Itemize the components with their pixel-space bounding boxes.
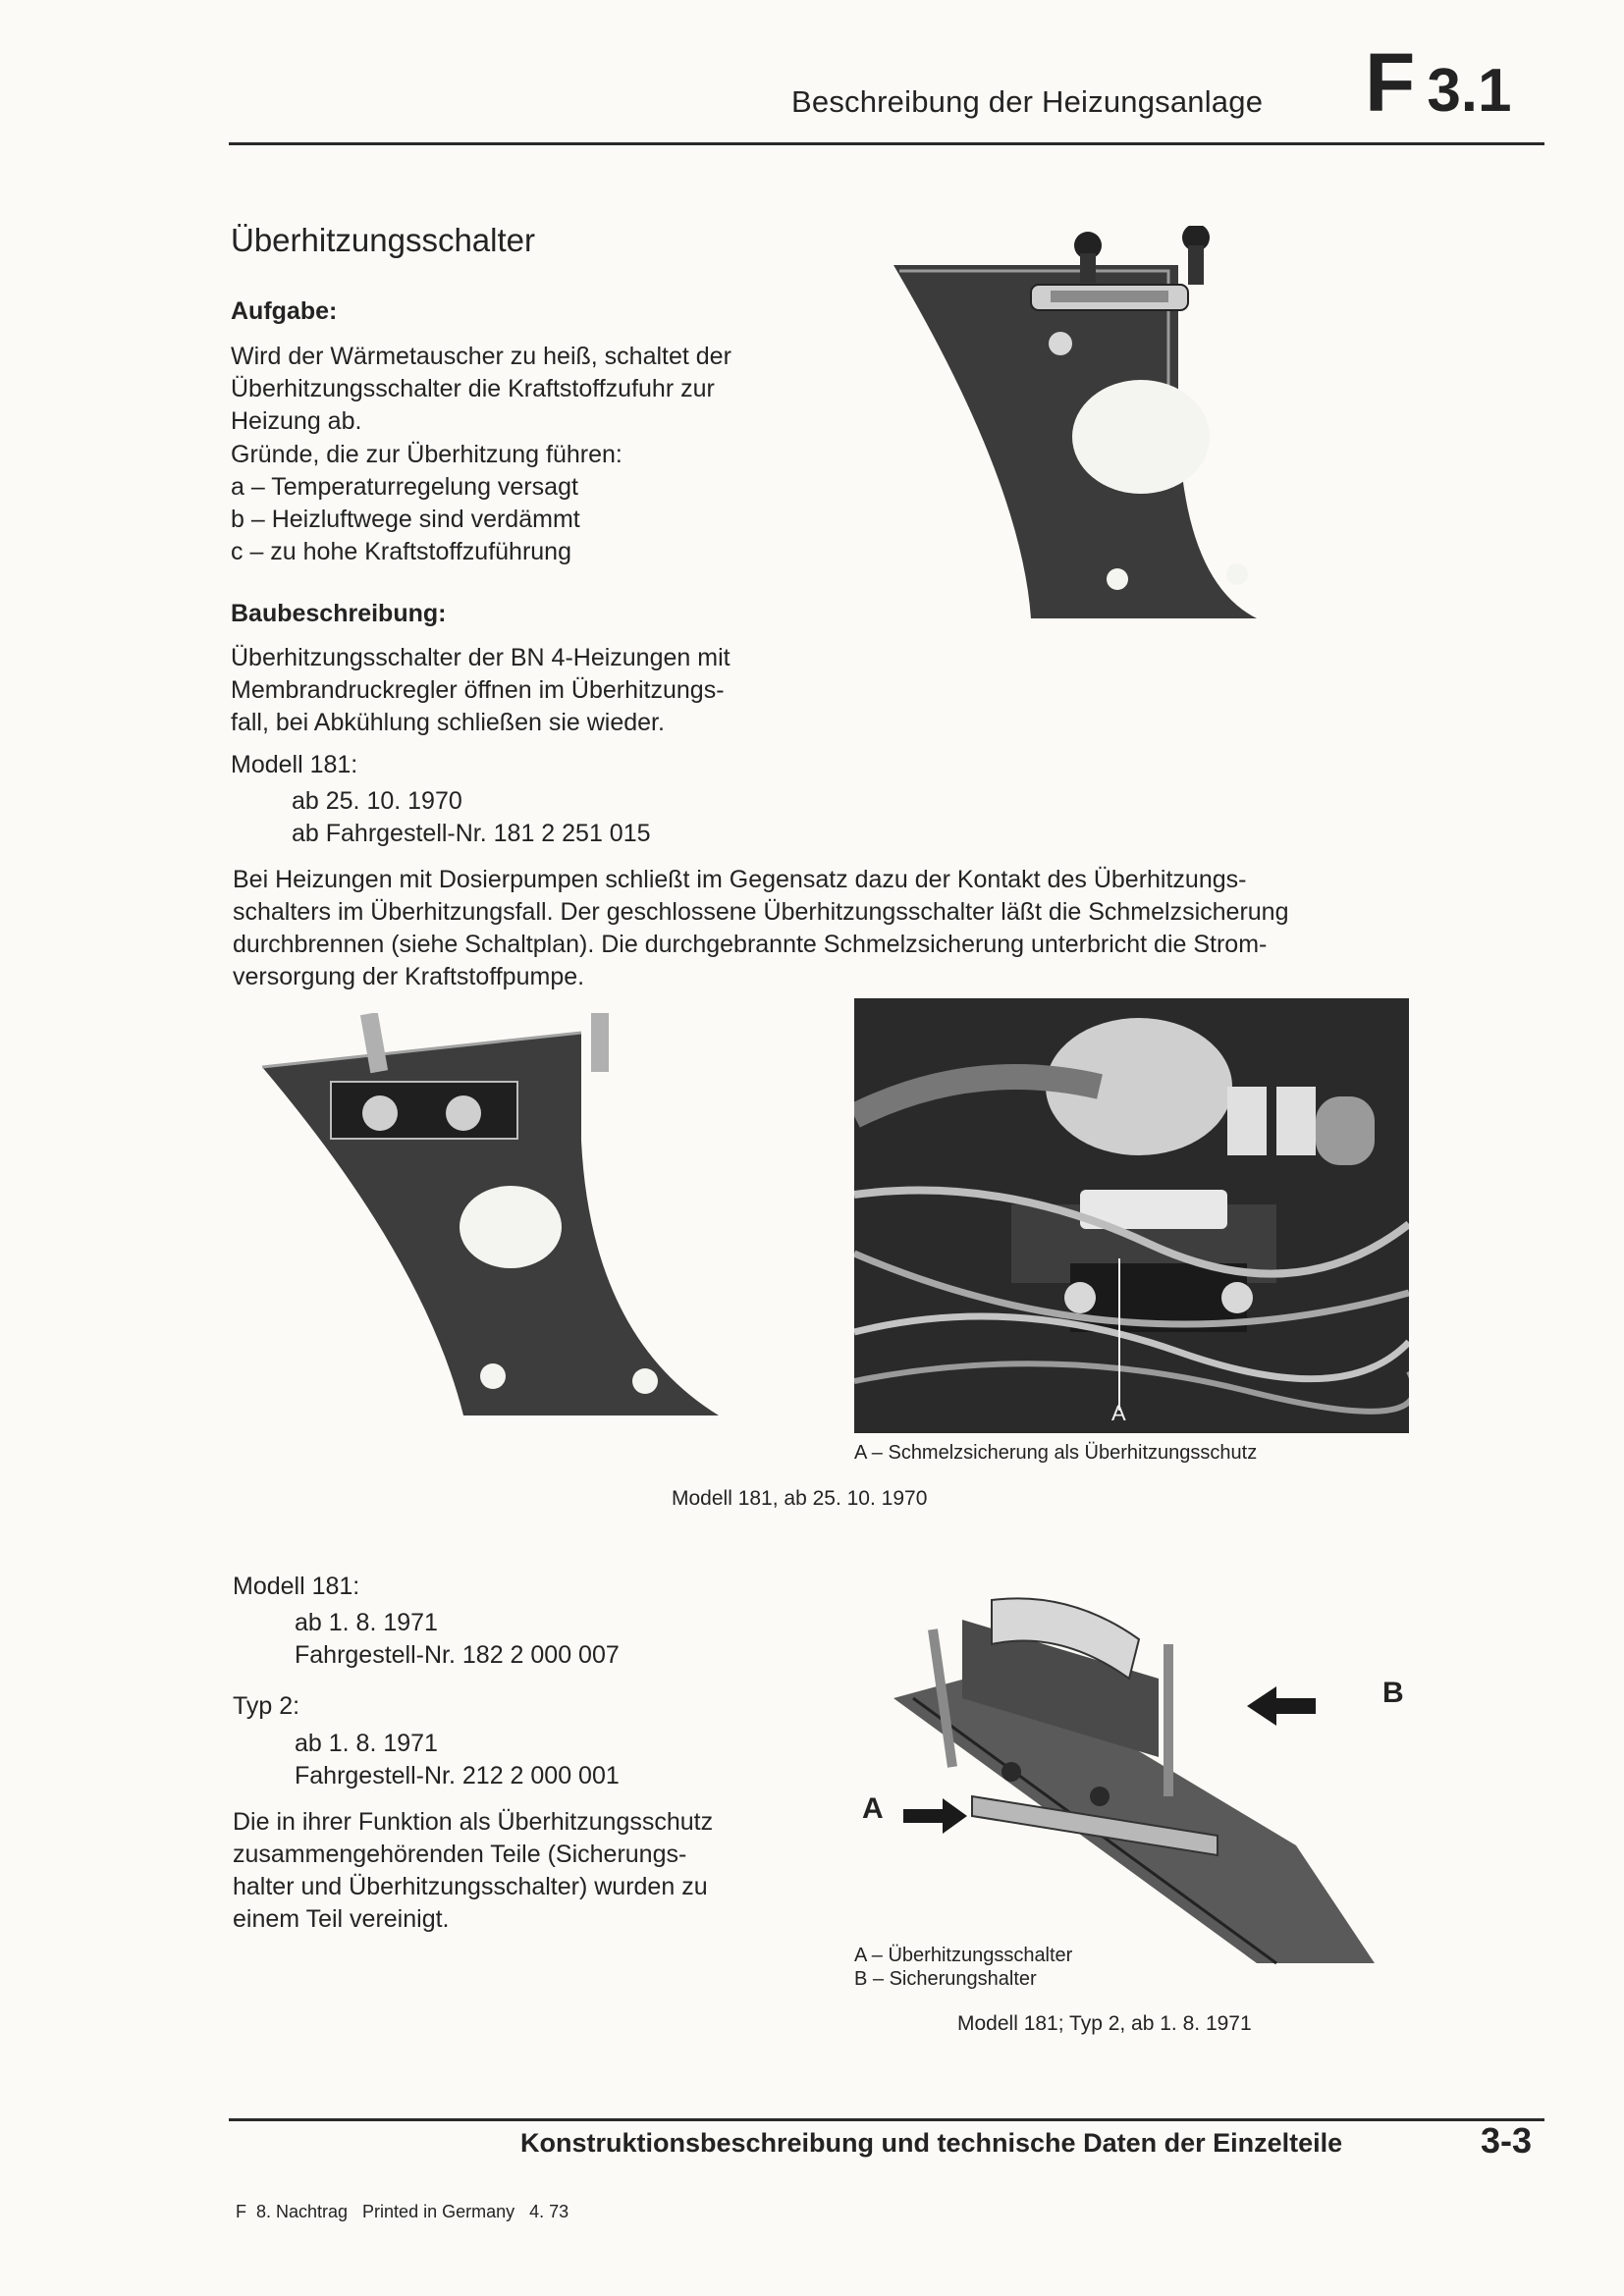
combined-parts-text: Die in ihrer Funktion als Überhitzungsschutz zusammengehörenden Teile (Sicherungs- halter und Überhitzungsschalter) wurden zu einem Teil vereinigt. (233, 1808, 714, 1933)
header-rule (229, 142, 1544, 145)
model-a-label: Modell 181: (231, 751, 358, 778)
page-number: 3-3 (1481, 2120, 1533, 2161)
model-a-chassis: ab Fahrgestell-Nr. 181 2 251 015 (292, 820, 651, 847)
type2-chassis: Fahrgestell-Nr. 212 2 000 001 (295, 1762, 620, 1789)
footer-rule (229, 2118, 1544, 2121)
section-heading: Überhitzungsschalter (231, 222, 535, 258)
photo-label-a: A (1111, 1401, 1126, 1425)
switch-old-figure (257, 1013, 729, 1425)
page-header-title: Beschreibung der Heizungsanlage (791, 84, 1264, 119)
switch-bracket-figure (884, 226, 1355, 628)
reason-item: a – Temperaturregelung versagt (231, 473, 578, 501)
type2-date: ab 1. 8. 1971 (295, 1730, 438, 1757)
section-number: 3.1 (1427, 57, 1512, 125)
photo-caption: A – Schmelzsicherung als Überhitzungsschutz (854, 1442, 1258, 1464)
fuse-photo (854, 998, 1409, 1433)
print-info: F 8. Nachtrag Printed in Germany 4. 73 (236, 2202, 569, 2221)
construction-text: Überhitzungsschalter der BN 4-Heizungen mit Membrandruckregler öffnen im Überhitzungs- fall, bei Abkühlung schließen sie wieder. (231, 644, 731, 736)
model-b-date: ab 1. 8. 1971 (295, 1609, 438, 1636)
figure-caption-bottom: Modell 181; Typ 2, ab 1. 8. 1971 (957, 2012, 1252, 2035)
figure-caption-middle: Modell 181, ab 25. 10. 1970 (672, 1487, 928, 1510)
model-b-label: Modell 181: (233, 1573, 360, 1600)
dosing-pump-text: Bei Heizungen mit Dosierpumpen schließt im Gegensatz dazu der Kontakt des Überhitzungs- schalters im Überhitzungsfall. Der geschlossene Überhitzungsschalter läßt die Schmelzsicherung durchbrennen (siehe Schaltplan). Die durchgebrannte Schmelzsicherung unterbricht die Strom- versorgung der Kraftstoffpumpe. (233, 866, 1289, 990)
reason-item: b – Heizluftwege sind verdämmt (231, 506, 580, 533)
combined-part-figure (844, 1551, 1414, 1983)
type2-label: Typ 2: (233, 1692, 300, 1720)
task-text: Wird der Wärmetauscher zu heiß, schaltet der Überhitzungsschalter die Kraftstoffzufuhr zur Heizung ab. (231, 343, 731, 435)
figure-label-a: A (862, 1792, 884, 1825)
section-code (1365, 36, 1512, 129)
figure-legend: A – Überhitzungsschalter B – Sicherungshalter (854, 1945, 1073, 1990)
figure-label-b: B (1382, 1677, 1404, 1709)
reasons-intro: Gründe, die zur Überhitzung führen: (231, 441, 623, 468)
construction-heading: Baubeschreibung: (231, 600, 447, 627)
fuse-photo-drawing (854, 998, 1409, 1433)
model-a-date: ab 25. 10. 1970 (292, 787, 462, 815)
model-b-chassis: Fahrgestell-Nr. 182 2 000 007 (295, 1641, 620, 1669)
reason-item: c – zu hohe Kraftstoffzuführung (231, 538, 571, 565)
task-heading: Aufgabe: (231, 297, 338, 325)
footer-title: Konstruktionsbeschreibung und technische Daten der Einzelteile (520, 2128, 1343, 2158)
section-letter: F (1365, 36, 1416, 129)
